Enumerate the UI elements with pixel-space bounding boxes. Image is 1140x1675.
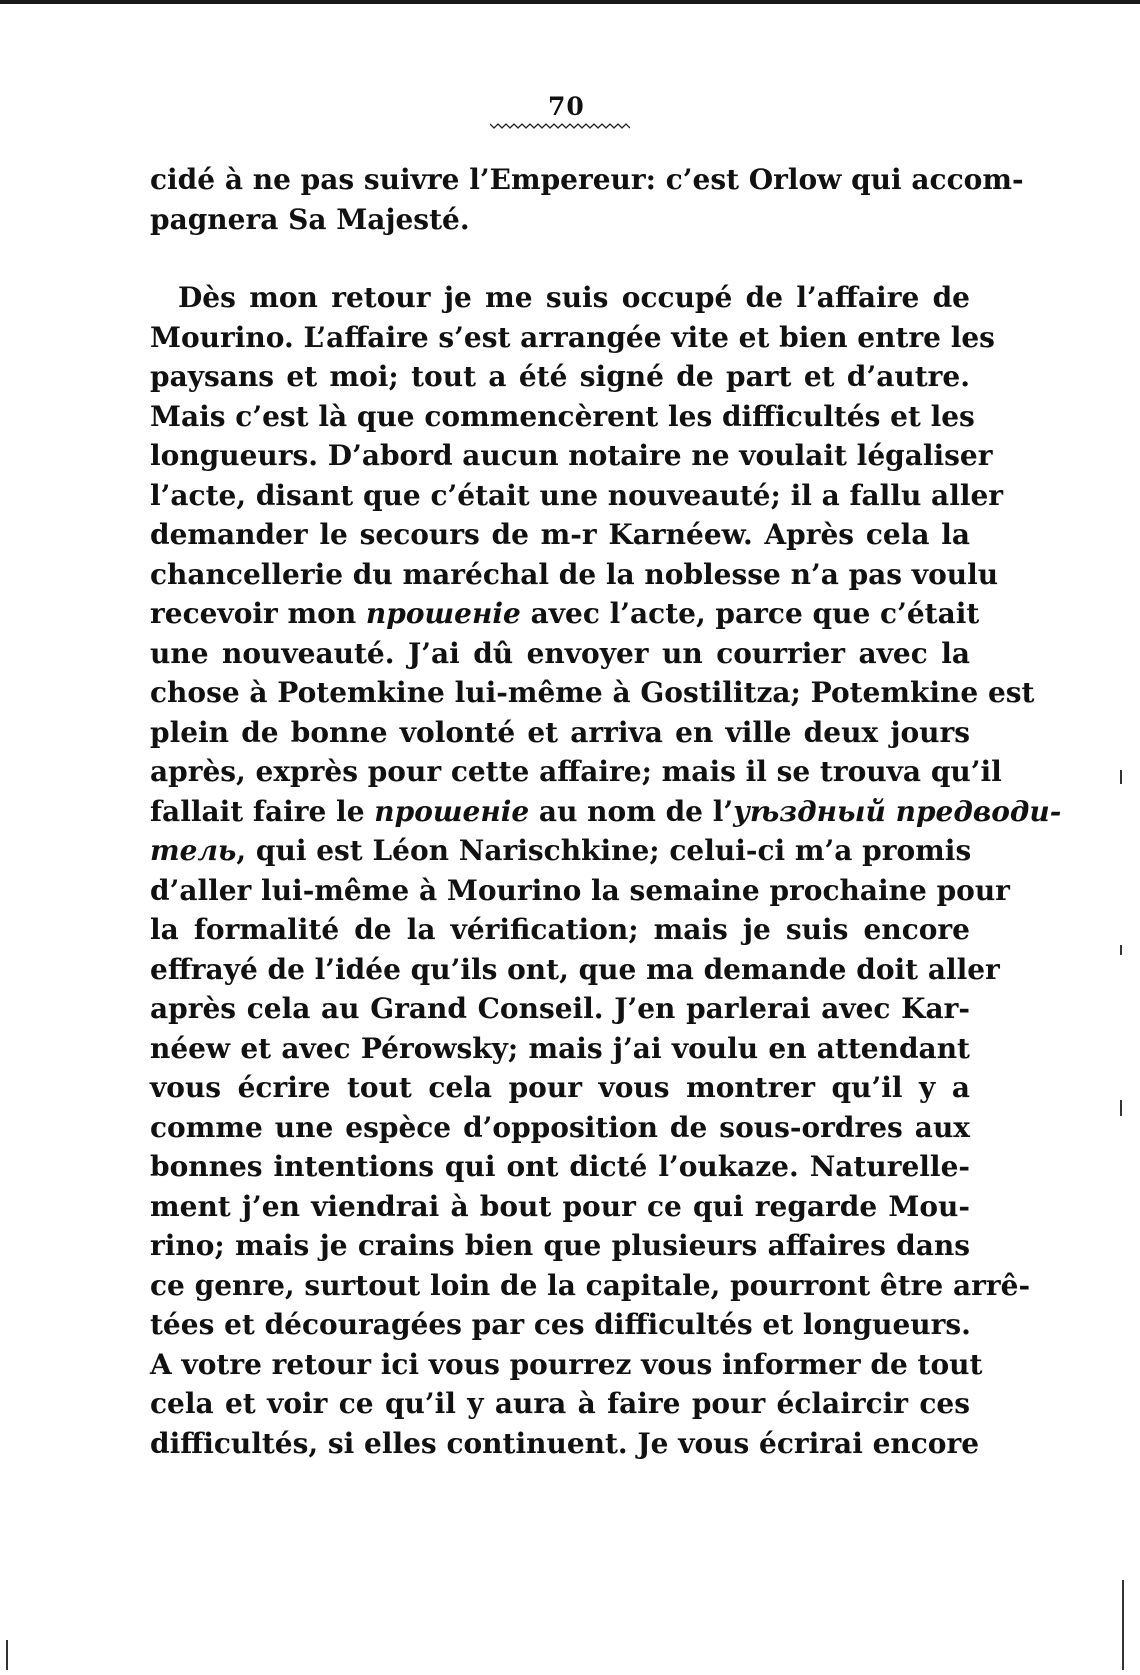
text-line: Dès mon retour je me suis occupé de l’affaire de [178,281,970,314]
text-line: cidé à ne pas suivre l’Empereur: c’est Orlow qui accom- [150,163,1024,196]
text-line: néew et avec Pérowsky; mais j’ai voulu en attendant [150,1031,970,1065]
text-line: chancellerie du maréchal de la noblesse n’a pas voulu [150,557,999,591]
letter-text [150,160,1062,1463]
text-line: tées et découragées par ces difficultés et longueurs. [150,1308,971,1341]
text-line: après cela au Grand Conseil. J’en parlerai avec Kar- [150,992,970,1025]
text-line: chose à Potemkine lui-même à Gostilitza; Potemkine est [150,676,1035,709]
text-line [150,792,1062,832]
text-line: la formalité de la vérification; mais je suis encore [150,913,970,946]
russian-term: прошеніе [374,794,530,828]
scan-mark [1120,1100,1122,1116]
text-line: cela et voir ce qu’il y aura à faire pour éclaircir ces [150,1387,970,1420]
text-run: , qui est Léon Narischkine; celui-ci m’a promis [236,834,972,867]
text-line [150,831,970,871]
text-line: paysans et moi; tout a été signé de part et d’autre. [150,360,970,393]
russian-term: тель [150,834,237,867]
text-line [150,594,980,634]
text-line: difficultés, si elles continuent. Je vous écrirai encore [150,1426,980,1460]
text-line: bonnes intentions qui ont dicté l’oukaze. Naturelle- [150,1150,970,1183]
text-run: fallait faire le [150,794,375,828]
text-line: A votre retour ici vous pourrez vous informer de tout [150,1347,983,1381]
russian-term: прошеніе [365,597,521,630]
scan-mark [1120,945,1122,955]
text-line: comme une espèce d’opposition de sous-ordres aux [150,1110,970,1144]
text-run: recevoir mon [150,597,366,630]
text-line: rino; mais je crains bien que plusieurs affaires dans [150,1229,970,1262]
text-line: effrayé de l’idée qu’ils ont, que ma demande doit aller [150,952,1000,986]
text-line: vous écrire tout cela pour vous montrer qu’il y a [150,1071,970,1104]
text-line: longueurs. D’abord aucun notaire ne voulait légaliser [150,439,993,472]
text-line: ment j’en viendrai à bout pour ce qui regarde Mou- [150,1189,970,1223]
top-border-rule [0,0,1140,4]
scan-mark [6,1640,8,1670]
wavy-rule-ornament [490,122,630,130]
russian-term: уѣздный предводи- [733,794,1062,828]
text-line: Mourino. L’affaire s’est arrangée vite et bien entre les [150,320,995,354]
text-line: Mais c’est là que commencèrent les difficultés et les [150,399,975,433]
text-line: demander le secours de m-r Karnéew. Après cela la [150,518,970,551]
text-line: plein de bonne volonté et arriva en ville deux jours [150,715,970,749]
text-line: l’acte, disant que c’était une nouveauté; il a fallu aller [150,478,1004,512]
scan-mark [1122,1580,1124,1670]
text-run: au nom de l’ [529,794,734,828]
text-line: une nouveauté. J’ai dû envoyer un courrier avec la [150,636,970,670]
text-line: pagnera Sa Majesté. [150,202,470,236]
scan-mark [1120,770,1122,784]
text-line: après, exprès pour cette affaire; mais il se trouva qu’il [150,755,1002,788]
paragraph-gap [150,239,970,278]
text-line: d’aller lui-même à Mourino la semaine prochaine pour [150,873,1010,907]
text-run: avec l’acte, parce que c’était [520,597,980,630]
page-number: 70 [548,92,585,121]
text-line: ce genre, surtout loin de la capitale, pourront être arrê- [150,1268,1031,1302]
